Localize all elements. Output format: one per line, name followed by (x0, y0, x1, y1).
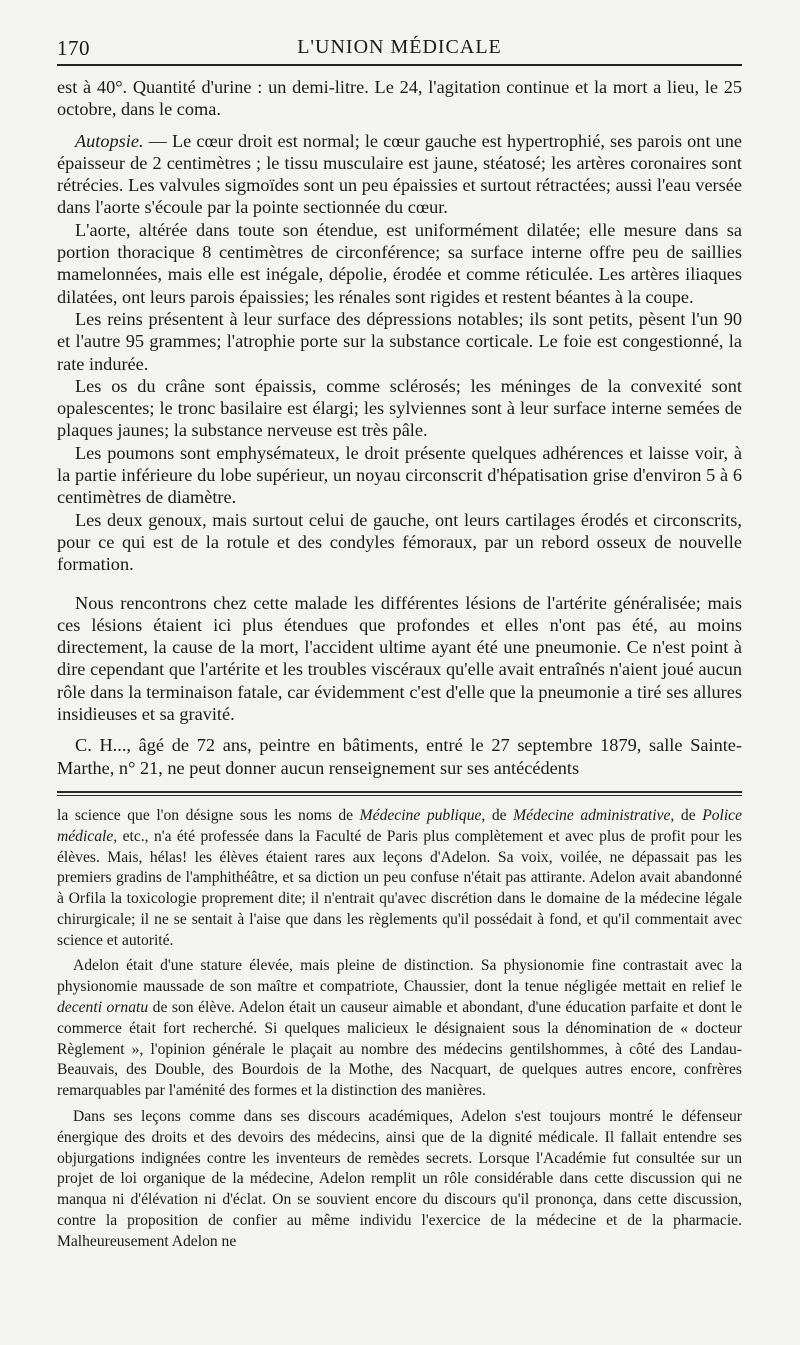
footnote-paragraph-2 (57, 956, 742, 1102)
paragraph-skull: Les os du crâne sont épaissis, comme sclérosés; les méninges de la convexité sont opalescentes; le tronc basilaire est élargi; les sylviennes sont à leur surface interne semées de plaques jaunes; la substance nerveuse est très pâle. (57, 375, 742, 441)
autopsy-rubric: Autopsie. (75, 130, 144, 151)
footnote-italic-term: Médecine administrative, (513, 806, 675, 824)
footnote-italic-term: decenti ornatu (57, 999, 149, 1017)
page-number: 170 (57, 36, 90, 60)
footnote-text-segment: de (674, 806, 703, 824)
autopsy-heart-text: — Le cœur droit est normal; le cœur gauche est hypertrophié, ses parois ont une épaisseur de 2 centimètres ; le tissu musculaire est jaune, stéatosé; les artères coronaires sont rétrécies. Les valvules sigmoïdes sont un peu épaissies et surtout rétractées; aussi l'eau versée dans l'aorte s'écoule par la pointe sectionnée du cœur. (57, 130, 742, 218)
header-rule (57, 64, 742, 66)
footnote-text-segment: de son élève. Adelon était un causeur aimable et abondant, d'une éducation parfaite et dont le commerce était fort recherché. Si quelques malicieux le désignaient sous la dénomination de « docteur Règlement », l'opinion générale le plaçait au nombre des médecins gentilshommes, à côté des Landau-Beauvais, des Double, des Bourdois de la Mothe, des Nacquart, de quelques autres encore, confrères remarquables par l'aménité des formes et la distinction des manières. (57, 999, 743, 1100)
paragraph-discussion: Nous rencontrons chez cette malade les différentes lésions de l'artérite généralisée; mais ces lésions étaient ici plus étendues que profondes et elles n'ont pas été, au moins directement, la cause de la mort, l'accident ultime ayant été une pneumonie. Ce n'est point à dire cependant que l'artérite et les troubles viscéraux qu'elle avait entraînés n'aient joué aucun rôle dans la terminaison fatale, car évidemment c'est d'elle que la pneumonie a tiré ses allures insidieuses et sa gravité. (57, 592, 742, 725)
running-title: L'UNION MÉDICALE (297, 36, 502, 58)
paragraph-fever: est à 40°. Quantité d'urine : un demi-litre. Le 24, l'agitation continue et la mort a lieu, le 25 octobre, dans le coma. (57, 77, 742, 120)
paragraph-aorta: L'aorte, altérée dans toute son étendue, est uniformément dilatée; elle mesure dans sa portion thoracique 8 centimètres de circonférence; sa surface interne offre peu de saillies mamelonnées, mais elle est inégale, dépolie, érodée et comme réticulée. Les artères iliaques dilatées, ont leurs parois épaissies; les rénales sont rigides et restent béantes à la coupe. (57, 219, 742, 307)
footnote-paragraph-1 (57, 806, 742, 952)
footnote-text-segment: de (485, 806, 514, 824)
footnote-rule (57, 791, 742, 796)
paragraph-knees: Les deux genoux, mais surtout celui de gauche, ont leurs cartilages érodés et circonscrits, pour ce qui est de la rotule et des condyles fémoraux, par un rebord osseux de nouvelle formation. (57, 509, 742, 575)
footnote-text-segment: etc., n'a été professée dans la Faculté de Paris plus complètement et avec plus de profit pour les élèves. Mais, hélas! les élèves étaient rares aux leçons d'Adelon. Sa voix, voilée, ne dépassait pas les premiers gradins de l'amphithéâtre, et sa diction un peu confuse n'était pas attirante. Adelon avait abandonné à Orfila la toxicologie proprement dite; il n'entrait qu'avec discrétion dans le domaine de la médecine légale chirurgicale; il ne se sentait à l'aise que dans les règlements qu'il possédait à fond, et qu'il commentait avec science et autorité. (57, 827, 742, 949)
footnote-paragraph-3: Dans ses leçons comme dans ses discours académiques, Adelon s'est toujours montré le défenseur énergique des droits et des devoirs des médecins, ainsi que de la dignité médicale. Il fallait entendre ses objurgations indignées contre les inventeurs de remèdes secrets. Lorsque l'Académie fut consultée sur un projet de loi organique de la médecine, Adelon remplit un rôle considérable dans cette discussion qui ne manqua ni d'élévation ni d'éclat. On se souvient encore du discours qu'il prononça, dans cette discussion, contre la proposition de confier au même individu l'exercice de la médecine et de la pharmacie. Malheureusement Adelon ne (57, 1108, 742, 1250)
page-header (57, 30, 742, 64)
footnote-text-segment: la science que l'on désigne sous les noms de (57, 806, 360, 824)
paragraph-lungs: Les poumons sont emphysémateux, le droit présente quelques adhérences et laisse voir, à la partie inférieure du lobe supérieur, un noyau circonscrit d'hépatisation grise d'environ 5 à 6 centimètres de diamètre. (57, 442, 742, 508)
main-text (57, 76, 742, 779)
paragraph-case-ch: C. H..., âgé de 72 ans, peintre en bâtiments, entré le 27 septembre 1879, salle Sainte-Marthe, n° 21, ne peut donner aucun renseignement sur ses antécédents (57, 735, 742, 778)
footnote-italic-term: Police médicale, (57, 806, 743, 845)
footnote-text-segment: Adelon était d'une stature élevée, mais pleine de distinction. Sa physionomie fine contrastait avec la physionomie maussade de son maître et compatriote, Chaussier, dont la tenue négligée mettait en relief le (57, 957, 742, 996)
footnote (57, 806, 742, 1253)
paragraph-autopsy-heart (57, 130, 742, 219)
paragraph-kidneys: Les reins présentent à leur surface des dépressions notables; ils sont petits, pèsent l'un 90 et l'autre 95 grammes; l'atrophie porte sur la substance corticale. Le foie est congestionné, la rate indurée. (57, 308, 742, 374)
footnote-italic-term: Médecine publique, (359, 806, 486, 824)
